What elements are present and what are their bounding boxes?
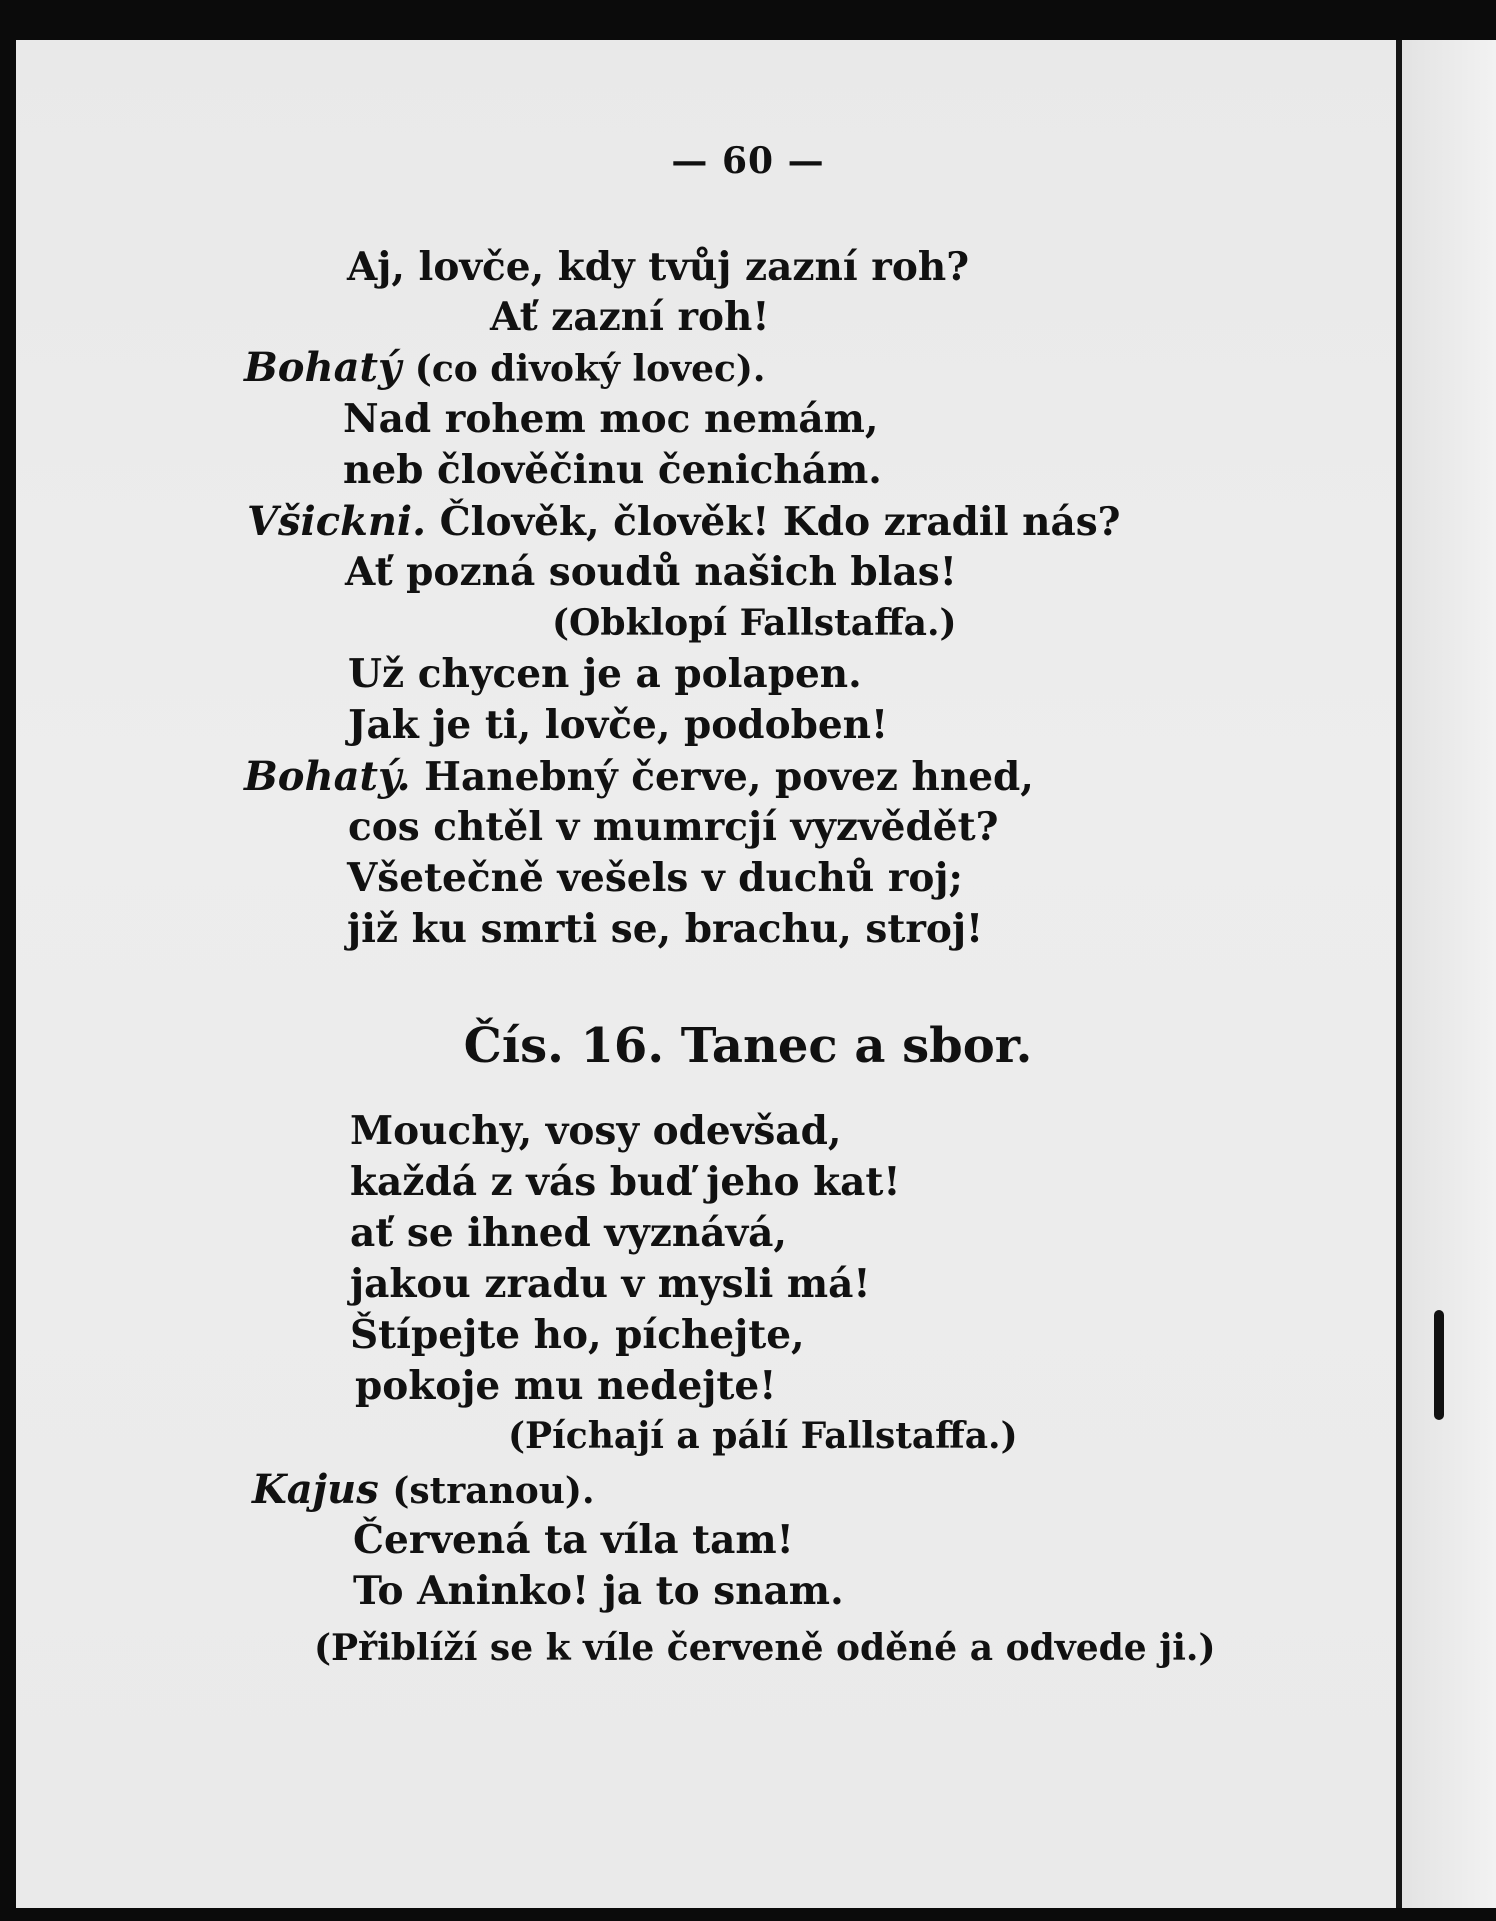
verse-line: Jak je ti, lovče, podoben!	[348, 702, 889, 748]
verse-line: ať se ihned vyznává,	[350, 1210, 787, 1256]
verse-line: Ať zazní roh!	[490, 294, 770, 340]
verse-line: každá z vás buď jeho kat!	[350, 1159, 901, 1205]
section-heading: Čís. 16. Tanec a sbor.	[463, 1018, 1033, 1074]
stage-direction: (Píchají a pálí Fallstaffa.)	[508, 1415, 1018, 1457]
verse-line: již ku smrti se, brachu, stroj!	[347, 906, 984, 952]
speaker-name: Všickni.	[247, 498, 427, 545]
verse-line: Všetečně vešels v duchů roj;	[347, 855, 963, 901]
stage-direction: (co divoký lovec).	[414, 348, 766, 390]
ink-blot	[1434, 1310, 1444, 1420]
verse-line: jakou zradu v mysli má!	[350, 1261, 871, 1307]
verse-line: Ať pozná soudů našich blas!	[345, 549, 957, 595]
verse-line: cos chtěl v mumrcjí vyzvědět?	[348, 804, 999, 850]
stage-direction: (Obklopí Fallstaffa.)	[552, 602, 957, 644]
verse-text: Hanebný červe, povez hned,	[424, 754, 1034, 800]
facing-page-edge	[1402, 40, 1496, 1908]
speaker-line	[252, 1466, 595, 1513]
speaker-line	[247, 498, 1121, 545]
verse-line: Červená ta víla tam!	[353, 1517, 794, 1563]
verse-text: Člověk, člověk! Kdo zradil nás?	[439, 499, 1121, 545]
verse-line: Štípejte ho, píchejte,	[350, 1312, 805, 1358]
verse-line: pokoje mu nedejte!	[355, 1363, 777, 1409]
speaker-line	[244, 344, 766, 391]
verse-line: Nad rohem moc nemám,	[343, 396, 879, 442]
verse-line: Už chycen je a polapen.	[348, 651, 862, 697]
stage-direction: (Přiblíží se k víle červeně oděné a odvede ji.)	[314, 1627, 1216, 1669]
verse-line: To Aninko! ja to snam.	[353, 1568, 844, 1614]
speaker-name: Bohatý	[244, 344, 402, 391]
speaker-line	[244, 753, 1034, 800]
speaker-name: Kajus	[252, 1466, 379, 1513]
stage-direction: (stranou).	[392, 1470, 595, 1512]
verse-line: Aj, lovče, kdy tvůj zazní roh?	[347, 244, 970, 290]
verse-line: neb člověčinu čenichám.	[343, 447, 882, 493]
speaker-name: Bohatý.	[244, 753, 411, 800]
verse-line: Mouchy, vosy odevšad,	[350, 1108, 842, 1154]
page-number: — 60 —	[671, 140, 825, 182]
